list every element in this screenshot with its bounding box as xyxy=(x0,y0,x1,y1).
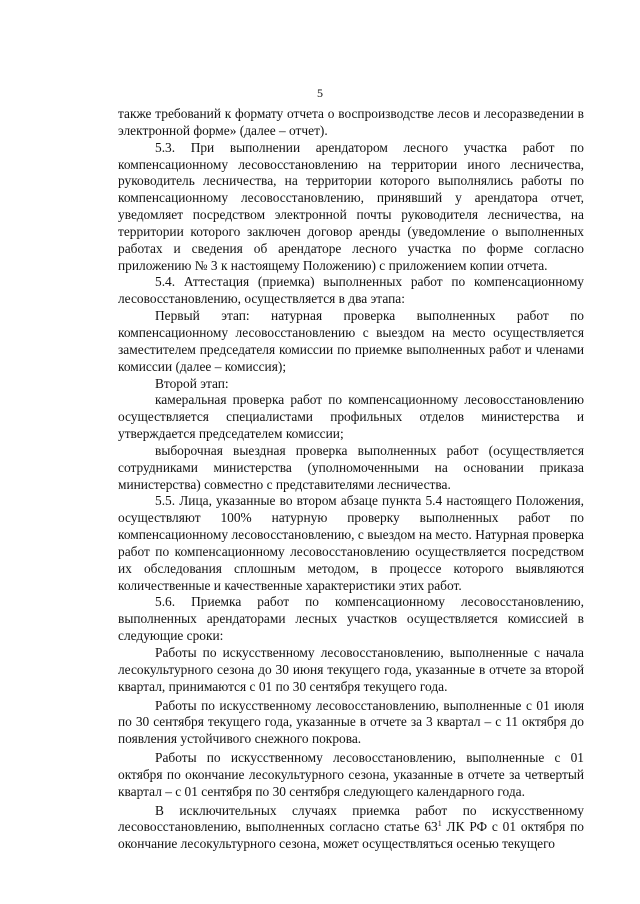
paragraph-desk-review: камеральная проверка работ по компенсационному лесовосстановлению осуществляется специалистами профильных отделов министерства и утверждается председателем комиссии; xyxy=(118,392,584,442)
paragraph-first-stage: Первый этап: натурная проверка выполненных работ по компенсационному лесовосстановлению с выездом на место осуществляется заместителем председателя комиссии по приемке выполненных работ и членами комиссии (далее – комиссия); xyxy=(118,308,584,374)
paragraph-works-q3: Работы по искусственному лесовосстановлению, выполненные с 01 июля по 30 сентября текущего года, указанные в отчете за 3 квартал – с 11 октября до появления устойчивого снежного покрова. xyxy=(118,697,584,747)
document-body xyxy=(118,106,584,853)
paragraph-exceptional-cases xyxy=(118,803,584,854)
exceptional-text-end: ЛК РФ с 01 октября по окончание лесокультурного сезона, может осуществляться осенью текущего xyxy=(118,819,584,852)
paragraph-5-6: 5.6. Приемка работ по компенсационному лесовосстановлению, выполненных арендаторами лесных участков осуществляется комиссией в следующие сроки: xyxy=(118,594,584,644)
paragraph-second-stage: Второй этап: xyxy=(155,375,229,391)
paragraph-works-q4: Работы по искусственному лесовосстановлению, выполненные с 01 октября по окончание лесокультурного сезона, указанные в отчете за четвертый квартал – с 01 сентября по 30 сентября следующего календарного года. xyxy=(118,750,584,799)
exceptional-text-start: В исключительных случаях приемка работ по искусственному лесовосстановлению, выполненных согласно статье 63 xyxy=(118,802,584,835)
page-number: 5 xyxy=(317,86,323,100)
paragraph-5-3: 5.3. При выполнении арендатором лесного участка работ по компенсационному лесовосстановлению на территории иного лесничества, руководитель лесничества, на территории которого выполнялись работы по компенсационному лесовосстановлению, принявший у арендатора отчет, уведомляет посредством электронной почты руководителя лесничества, на территории которого заключен договор аренды (уведомление о выполненных работах и сведения об арендаторе лесного участка по форме согласно приложению № 3 к настоящему Положению) с приложением копии отчета. xyxy=(118,139,584,273)
paragraph-5-4: 5.4. Аттестация (приемка) выполненных работ по компенсационному лесовосстановлению, осуществляется в два этапа: xyxy=(118,274,584,307)
paragraph-5-5: 5.5. Лица, указанные во втором абзаце пункта 5.4 настоящего Положения, осуществляют 100% натурную проверку выполненных работ по компенсационному лесовосстановлению, с выездом на место. Натурная проверка работ по компенсационному лесовосстановлению осуществляется посредством их обследования сплошным методом, в процессе которого выявляются количественные и качественные характеристики этих работ. xyxy=(118,493,584,593)
paragraph-works-q2: Работы по искусственному лесовосстановлению, выполненные с начала лесокультурного сезона до 30 июня текущего года, указанные в отчете за второй квартал, принимаются с 01 по 30 сентября текущего года. xyxy=(118,645,584,694)
paragraph-continuation: также требований к формату отчета о воспроизводстве лесов и лесоразведении в электронной форме» (далее – отчет). xyxy=(118,106,584,138)
paragraph-field-check: выборочная выездная проверка выполненных работ (осуществляется сотрудниками министерства (уполномоченными на основании приказа министерства) совместно с представителями лесничества. xyxy=(118,442,584,492)
article-superscript: 1 xyxy=(437,819,442,829)
